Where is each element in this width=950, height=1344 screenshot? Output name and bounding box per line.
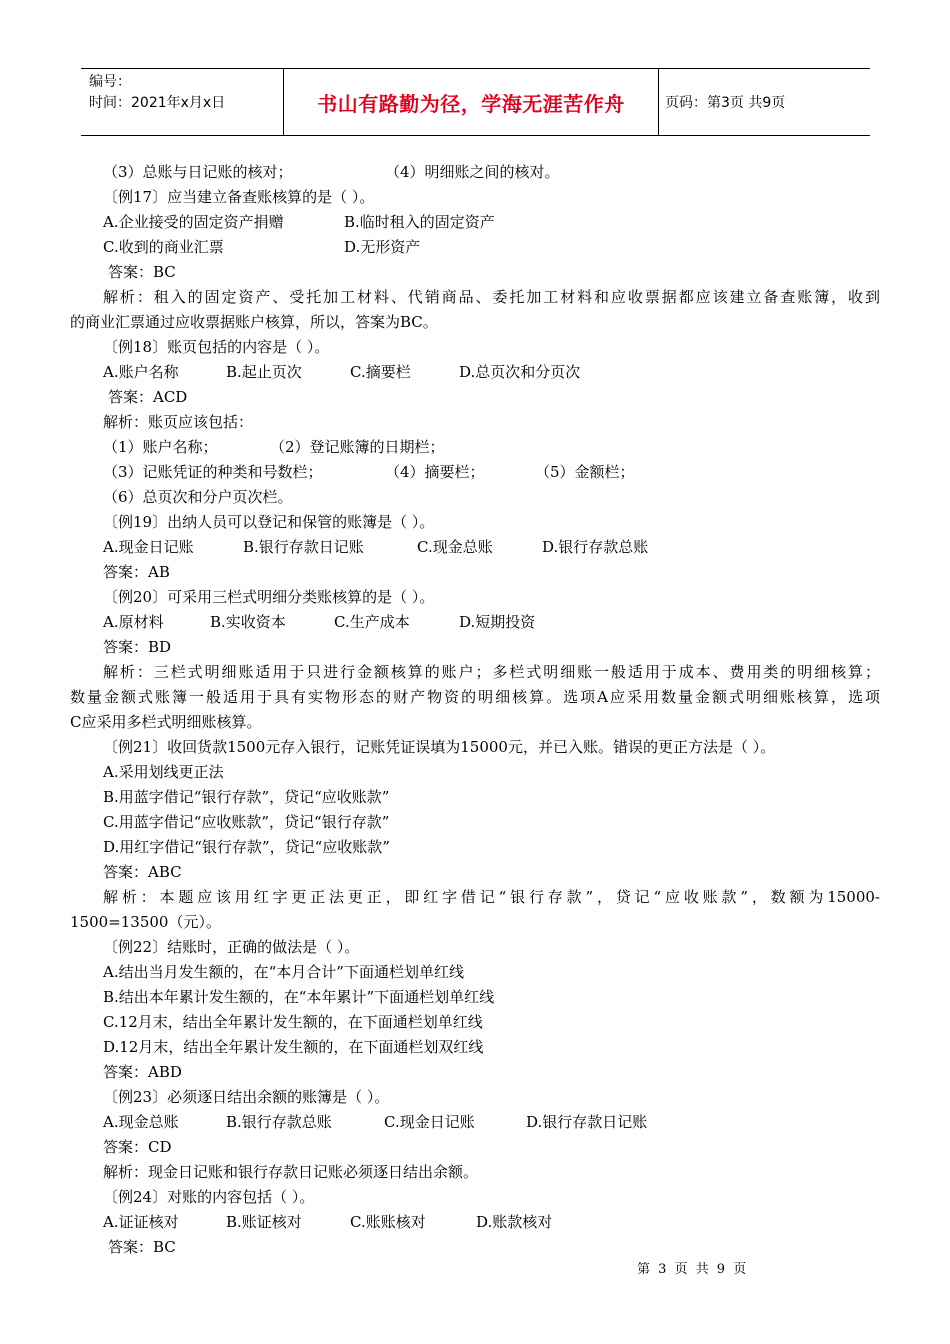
page-header	[81, 68, 870, 136]
answer-line: 答案：BD	[103, 638, 172, 656]
option-a: A.原材料	[103, 613, 164, 631]
text-line: （6）总页次和分户页次栏。	[103, 488, 293, 506]
option-c: C.12月末，结出全年累计发生额的，在下面通栏划单红线	[103, 1013, 483, 1031]
option-a: A.采用划线更正法	[103, 763, 224, 781]
analysis-line: 解析：现金日记账和银行存款日记账必须逐日结出余额。	[103, 1163, 479, 1181]
option-c: C.用蓝字借记“应收账款”，贷记“银行存款”	[103, 813, 390, 831]
option-c: C.收到的商业汇票	[103, 238, 224, 256]
option-b: B.临时租入的固定资产	[344, 213, 495, 231]
analysis-line: 解析：账页应该包括：	[103, 413, 254, 431]
option-a: A.结出当月发生额的，在“本月合计”下面通栏划单红线	[103, 963, 464, 981]
option-d: D.短期投资	[459, 613, 536, 631]
header-motto-cell	[283, 69, 659, 135]
answer-line: 答案：CD	[103, 1138, 172, 1156]
option-d: D.银行存款总账	[542, 538, 649, 556]
page-footer: 第 3 页 共 9 页	[637, 1262, 749, 1277]
analysis-line: 1500=13500（元）。	[70, 913, 221, 931]
option-b: B.实收资本	[210, 613, 286, 631]
analysis-line: C应采用多栏式明细账核算。	[70, 713, 262, 731]
motto-text: 书山有路勤为径，学海无涯苦作舟	[317, 91, 625, 116]
answer-line: 答案：AB	[103, 563, 170, 581]
text-segment: （2）登记账簿的日期栏；	[270, 438, 445, 456]
option-c: C.账账核对	[350, 1213, 426, 1231]
question-20: 〔例20〕可采用三栏式明细分类账核算的是（ ）。	[103, 588, 435, 606]
analysis-line: 的商业汇票通过应收票据账户核算，所以，答案为BC。	[70, 313, 438, 331]
text-segment: （5）金额栏；	[535, 463, 635, 481]
header-right-cell	[659, 69, 870, 135]
option-b: B.结出本年累计发生额的，在“本年累计”下面通栏划单红线	[103, 988, 495, 1006]
text-segment: （1）账户名称；	[103, 438, 218, 456]
header-left-cell	[81, 69, 283, 135]
question-24: 〔例24〕对账的内容包括（ ）。	[103, 1188, 315, 1206]
option-a: A.证证核对	[103, 1213, 179, 1231]
question-18: 〔例18〕账页包括的内容是（ ）。	[103, 338, 330, 356]
option-d: D.用红字借记“银行存款”，贷记“应收账款”	[103, 838, 390, 856]
question-17: 〔例17〕应当建立备查账核算的是（ ）。	[103, 188, 375, 206]
option-b: B.银行存款日记账	[243, 538, 364, 556]
option-c: C.摘要栏	[350, 363, 411, 381]
answer-line: 答案：ABC	[103, 863, 182, 881]
option-c: C.现金总账	[417, 538, 493, 556]
answer-line: 答案：BC	[108, 263, 176, 281]
analysis-line: 解析：本题应该用红字更正法更正，即红字借记“银行存款”，贷记“应收账款”，数额为15000-	[103, 888, 880, 906]
analysis-line: 解析：租入的固定资产、受托加工材料、代销商品、委托加工材料和应收票据都应该建立备查账簿，收到	[103, 288, 880, 306]
option-b: B.账证核对	[226, 1213, 302, 1231]
question-23: 〔例23〕必须逐日结出余额的账簿是（ ）。	[103, 1088, 390, 1106]
analysis-line: 解析：三栏式明细账适用于只进行金额核算的账户；多栏式明细账一般适用于成本、费用类的明细核算；	[103, 663, 880, 681]
time-label: 时间：2021年x月x日	[89, 95, 226, 111]
option-a: A.企业接受的固定资产捐赠	[103, 213, 284, 231]
option-a: A.现金日记账	[103, 538, 194, 556]
code-label: 编号：	[89, 74, 131, 90]
text-segment: （4）明细账之间的核对。	[385, 163, 560, 181]
answer-line: 答案：ABD	[103, 1063, 182, 1081]
option-d: D.无形资产	[344, 238, 421, 256]
answer-line: 答案：ACD	[108, 388, 188, 406]
text-segment: （3）总账与日记账的核对；	[103, 163, 293, 181]
option-d: D.12月末，结出全年累计发生额的，在下面通栏划双红线	[103, 1038, 484, 1056]
option-a: A.账户名称	[103, 363, 179, 381]
option-c: C.生产成本	[334, 613, 410, 631]
answer-line: 答案：BC	[108, 1238, 176, 1256]
option-d: D.总页次和分页次	[459, 363, 581, 381]
text-segment: （3）记账凭证的种类和号数栏；	[103, 463, 323, 481]
question-19: 〔例19〕出纳人员可以登记和保管的账簿是（ ）。	[103, 513, 435, 531]
option-d: D.账款核对	[476, 1213, 553, 1231]
option-b: B.银行存款总账	[226, 1113, 332, 1131]
text-segment: （4）摘要栏；	[385, 463, 485, 481]
option-b: B.起止页次	[226, 363, 302, 381]
option-d: D.银行存款日记账	[526, 1113, 648, 1131]
page-label: 页码：第3页 共9页	[665, 95, 786, 111]
analysis-line: 数量金额式账簿一般适用于具有实物形态的财产物资的明细核算。选项A应采用数量金额式明细账核算，选项	[70, 688, 880, 706]
option-c: C.现金日记账	[384, 1113, 475, 1131]
question-22: 〔例22〕结账时，正确的做法是（ ）。	[103, 938, 360, 956]
question-21: 〔例21〕收回货款1500元存入银行，记账凭证误填为15000元，并已入账。错误的更正方法是（ ）。	[103, 738, 776, 756]
option-a: A.现金总账	[103, 1113, 179, 1131]
option-b: B.用蓝字借记“银行存款”，贷记“应收账款”	[103, 788, 390, 806]
